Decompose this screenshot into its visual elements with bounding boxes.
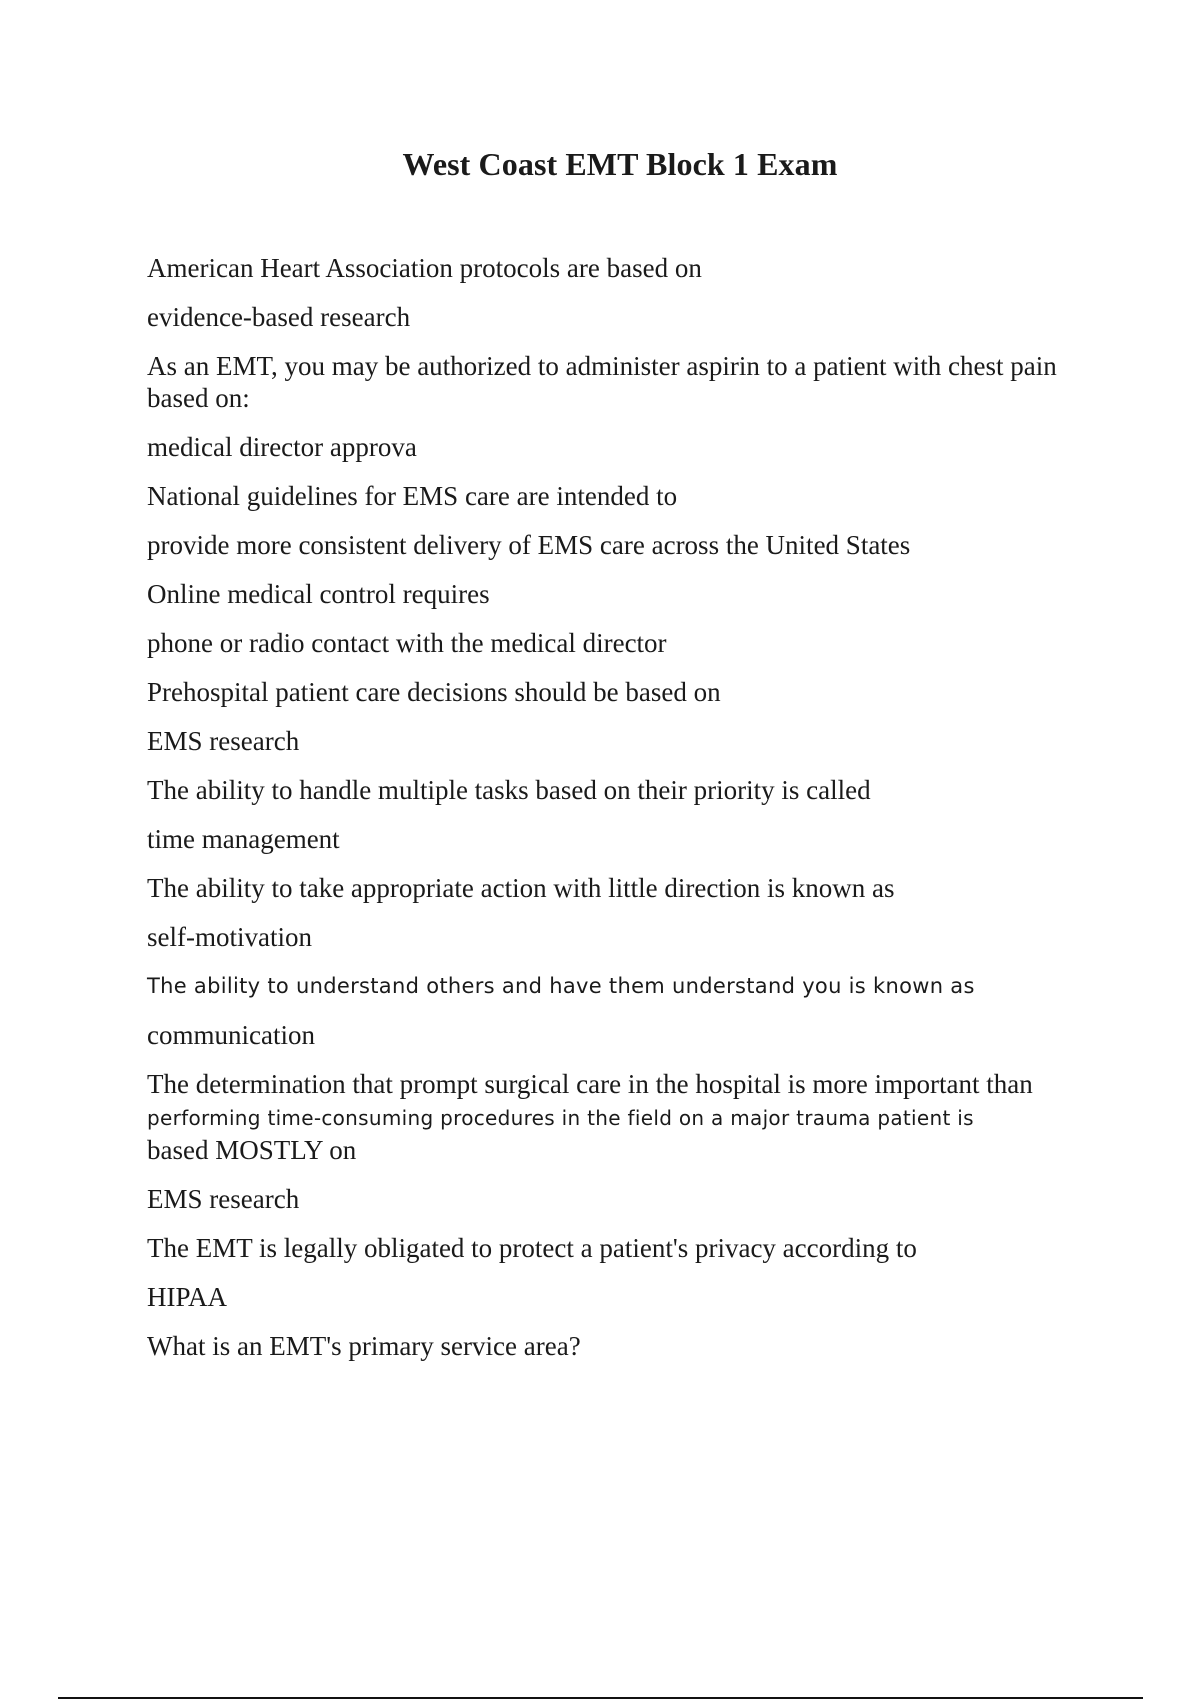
answer-line: communication xyxy=(147,1020,315,1050)
answer-line: self-motivation xyxy=(147,922,312,952)
question-line: Prehospital patient care decisions should be based on xyxy=(147,677,721,707)
answer-line: evidence-based research xyxy=(147,302,411,332)
answer-line: HIPAA xyxy=(147,1282,228,1312)
question-line: What is an EMT's primary service area? xyxy=(147,1331,581,1361)
question-part-1: The determination that prompt surgical care in the hospital is more important than xyxy=(147,1069,1033,1099)
question-line: National guidelines for EMS care are intended to xyxy=(147,481,678,511)
answer-line: provide more consistent delivery of EMS care across the United States xyxy=(147,530,911,560)
question-line: As an EMT, you may be authorized to administer aspirin to a patient with chest pain based on: xyxy=(147,351,1057,413)
question-line: The ability to understand others and have them understand you is known as xyxy=(147,974,975,998)
question-line: The ability to handle multiple tasks based on their priority is called xyxy=(147,775,871,805)
footer-divider xyxy=(58,1697,1143,1699)
question-line: Online medical control requires xyxy=(147,579,490,609)
answer-line: EMS research xyxy=(147,726,300,756)
question-part-2: performing time-consuming procedures in the field on a major trauma patient is xyxy=(147,1106,974,1130)
answer-line: medical director approva xyxy=(147,432,417,462)
page-title: West Coast EMT Block 1 Exam xyxy=(402,146,838,182)
question-line-multi xyxy=(147,1068,1087,1166)
answer-line: EMS research xyxy=(147,1184,300,1214)
question-line: American Heart Association protocols are based on xyxy=(147,253,702,283)
question-line: The ability to take appropriate action with little direction is known as xyxy=(147,873,895,903)
answer-line: phone or radio contact with the medical director xyxy=(147,628,667,658)
answer-line: time management xyxy=(147,824,340,854)
question-part-3: based MOSTLY on xyxy=(147,1135,357,1165)
question-line: The EMT is legally obligated to protect a patient's privacy according to xyxy=(147,1233,917,1263)
question-answer-list xyxy=(147,252,1087,1379)
